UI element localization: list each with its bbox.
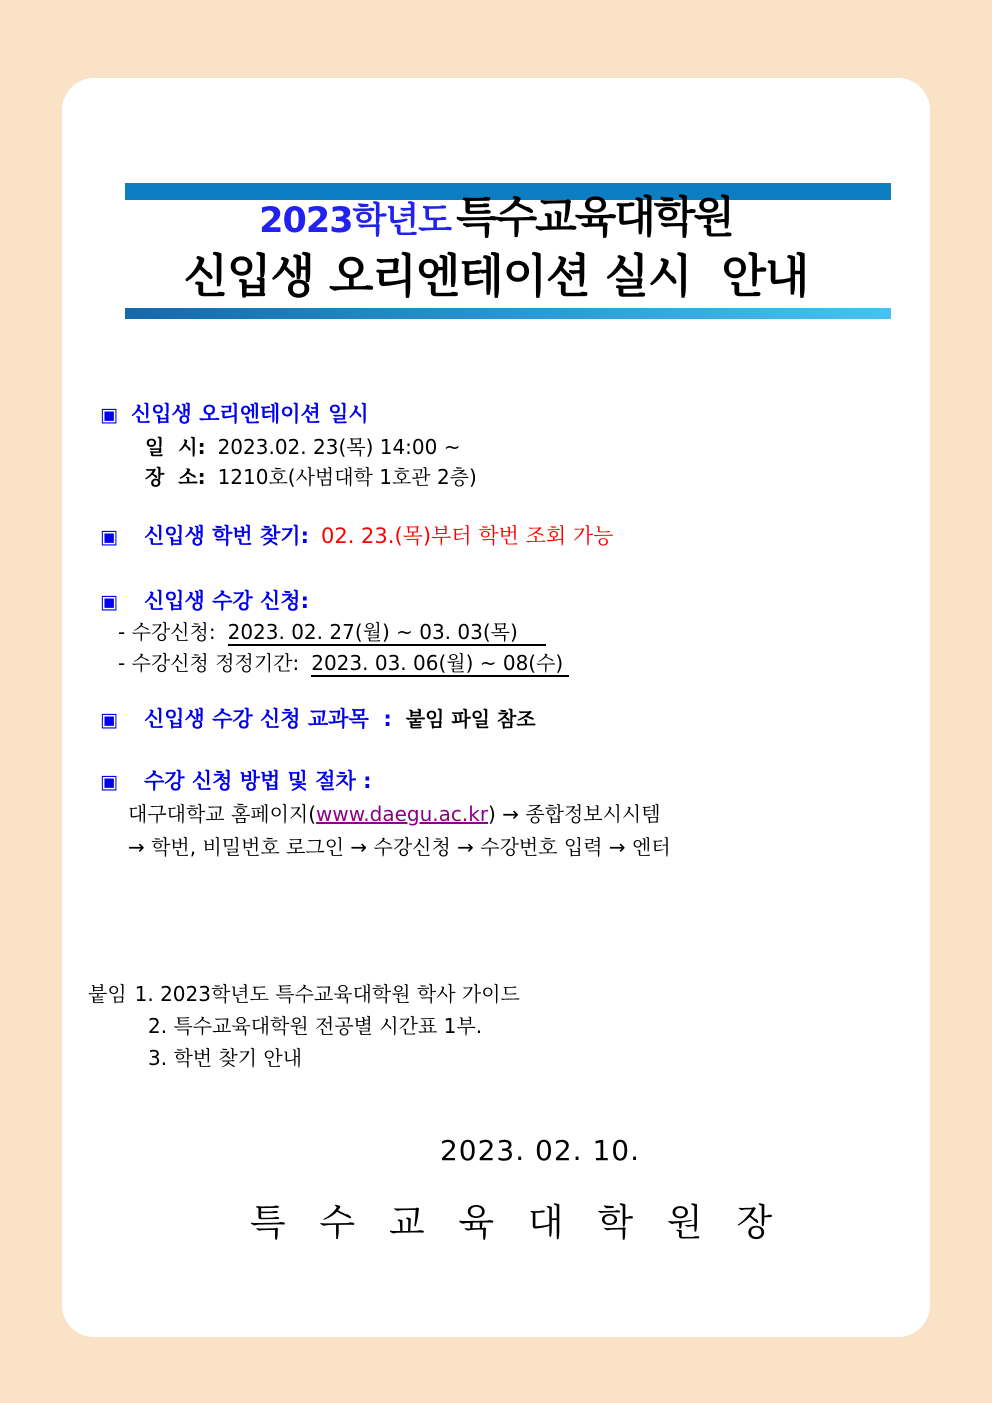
section-orientation-heading xyxy=(100,401,369,428)
attachment-line-2 xyxy=(148,1013,482,1039)
signature-dean: 특 수 교 육 대 학 원 장 xyxy=(249,1201,775,1244)
registration-correction-label: - 수강신청 정정기간: xyxy=(118,651,300,675)
daegu-homepage-link[interactable]: www.daegu.ac.kr xyxy=(316,802,489,826)
attachment-item-2: 2. 특수교육대학원 전공별 시간표 1부. xyxy=(148,1014,483,1038)
notice-date: 2023. 02. 10. xyxy=(439,1134,641,1167)
orientation-heading-label: 신입생 오리엔테이션 일시 xyxy=(130,402,369,426)
registration-period-value: 2023. 02. 27(월) ~ 03. 03(목) xyxy=(228,620,546,646)
orientation-row-place xyxy=(145,464,477,490)
procedure-line2: → 학번, 비밀번호 로그인 → 수강신청 → 수강번호 입력 → 엔터 xyxy=(128,835,671,859)
courses-heading-label: 신입생 수강 신청 교과목 : xyxy=(143,707,392,731)
attachment-item-3: 3. 학번 찾기 안내 xyxy=(148,1046,303,1070)
registration-heading-label: 신입생 수강 신청: xyxy=(143,589,309,613)
section-bullet-icon: ▣ xyxy=(100,526,118,548)
attachment-line-3 xyxy=(148,1045,302,1071)
notice-title-line1 xyxy=(62,195,930,242)
procedure-line1-post: ) → 종합정보시시템 xyxy=(488,802,661,826)
section-bullet-icon: ▣ xyxy=(100,404,118,426)
datetime-label: 일 시: xyxy=(145,435,206,459)
student-id-alert-text: 02. 23.(목)부터 학번 조회 가능 xyxy=(320,524,614,548)
place-label: 장 소: xyxy=(145,465,206,489)
registration-period-label: - 수강신청: xyxy=(118,620,216,644)
section-courses xyxy=(100,706,536,733)
courses-value: 붙임 파일 참조 xyxy=(405,707,536,731)
registration-correction-value: 2023. 03. 06(월) ~ 08(수) xyxy=(311,651,569,677)
procedure-heading-label: 수강 신청 방법 및 절차 : xyxy=(143,769,372,793)
registration-row-period xyxy=(118,619,546,645)
section-bullet-icon: ▣ xyxy=(100,709,118,731)
attachment-item-1: 1. 2023학년도 특수교육대학원 학사 가이드 xyxy=(134,982,520,1006)
title-org: 특수교육대학원 xyxy=(456,193,733,243)
orientation-row-datetime xyxy=(145,434,460,460)
place-value: 1210호(사범대학 1호관 2층) xyxy=(217,465,477,489)
title-year: 2023학년도 xyxy=(259,201,451,241)
student-id-heading-label: 신입생 학번 찾기: xyxy=(143,524,309,548)
section-bullet-icon: ▣ xyxy=(100,771,118,793)
section-bullet-icon: ▣ xyxy=(100,591,118,613)
datetime-value: 2023.02. 23(목) 14:00 ~ xyxy=(217,435,461,459)
section-procedure-heading xyxy=(100,768,371,795)
header-gradient-bar xyxy=(125,308,891,319)
procedure-line1-pre: 대구대학교 홈페이지( xyxy=(128,802,317,826)
section-registration-heading xyxy=(100,588,309,615)
attachments-label: 붙임 xyxy=(88,982,127,1006)
notice-title-line2: 신입생 오리엔테이션 실시 안내 xyxy=(183,249,809,303)
procedure-line1 xyxy=(128,801,661,827)
registration-row-correction xyxy=(118,650,569,676)
attachment-line-1 xyxy=(88,981,520,1007)
notice-card xyxy=(62,78,930,1337)
section-student-id xyxy=(100,523,613,550)
